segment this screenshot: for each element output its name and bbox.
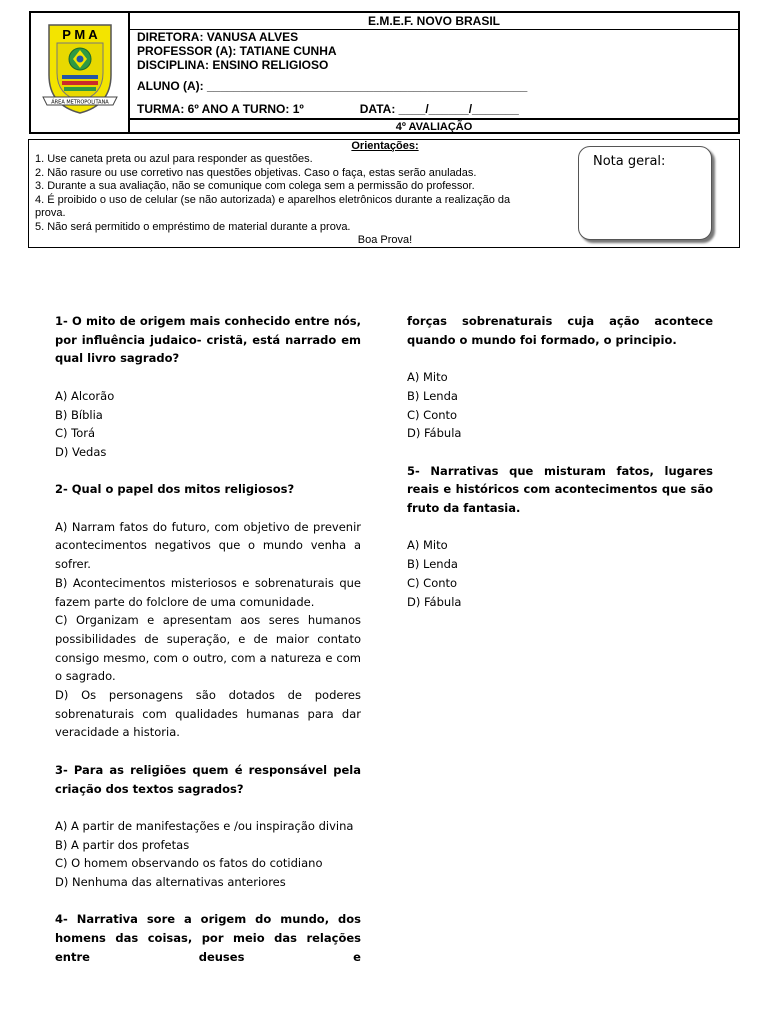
diretora-line: DIRETORA: VANUSA ALVES xyxy=(137,30,299,44)
q4-option-b[interactable]: B) Lenda xyxy=(407,388,458,403)
logo-banner-text: ÁREA METROPOLITANA xyxy=(51,99,109,106)
q5-option-c[interactable]: C) Conto xyxy=(407,575,458,590)
data-field[interactable]: DATA: ____/______/_______ xyxy=(359,102,519,116)
q2-option-b[interactable]: B) Acontecimentos misteriosos e sobrenaturais que fazem parte do folclore de uma comunidade. xyxy=(55,575,361,609)
question-4-text-part1: 4- Narrativa sore a origem do mundo, dos homens das coisas, por meio das relações entre deuses e xyxy=(55,912,361,964)
orientation-item: 4. É proibido o uso de celular (se não autorizada) e aparelhos eletrônicos durante a realização da prova. xyxy=(35,193,511,219)
questions-left-column xyxy=(55,312,361,985)
q1-option-c[interactable]: C) Torá xyxy=(55,426,96,441)
question-2-text: 2- Qual o papel dos mitos religiosos? xyxy=(55,482,295,497)
q4-option-d[interactable]: D) Fábula xyxy=(407,426,462,441)
orientation-item: 1. Use caneta preta ou azul para responder as questões. xyxy=(35,153,313,165)
header-info xyxy=(137,30,734,116)
orientations-title: Orientações: xyxy=(351,140,419,152)
exam-header xyxy=(29,11,740,134)
questions-right-column xyxy=(407,312,713,611)
logo-cell xyxy=(31,13,130,134)
q1-option-a[interactable]: A) Alcorão xyxy=(55,388,115,403)
question-5-text: 5- Narrativas que misturam fatos, lugares reais e históricos com acontecimentos que são fruto da fantasia. xyxy=(407,463,713,515)
turma-data-line xyxy=(137,102,734,116)
q3-option-c[interactable]: C) O homem observando os fatos do cotidiano xyxy=(55,856,323,871)
q1-option-b[interactable]: B) Bíblia xyxy=(55,407,103,422)
orientation-item: 3. Durante a sua avaliação, não se comunique com colega sem a permissão do professor. xyxy=(35,180,475,192)
q2-option-d[interactable]: D) Os personagens são dotados de poderes sobrenaturais com qualidades humanas para dar veracidade a historia. xyxy=(55,688,361,740)
turma-text: TURMA: 6º ANO A TURNO: 1º xyxy=(137,102,304,116)
q3-option-d[interactable]: D) Nenhuma das alternativas anteriores xyxy=(55,875,286,890)
q4-option-c[interactable]: C) Conto xyxy=(407,407,458,422)
q2-option-c[interactable]: C) Organizam e apresentam aos seres humanos possibilidades de superação, e de maior contato consigo mesmo, com o outro, com a natureza e com o sagrado. xyxy=(55,613,361,684)
orientation-item: 2. Não rasure ou use corretivo nas questões objetivas. Caso o faça, estas serão anuladas. xyxy=(35,166,477,179)
q4-option-a[interactable]: A) Mito xyxy=(407,370,448,385)
question-4-text-part2: forças sobrenaturais cuja ação acontece quando o mundo foi formado, o principio. xyxy=(407,314,713,347)
q3-option-a[interactable]: A) A partir de manifestações e /ou inspiração divina xyxy=(55,818,354,833)
disciplina-line: DISCIPLINA: ENSINO RELIGIOSO xyxy=(137,58,329,72)
q5-option-b[interactable]: B) Lenda xyxy=(407,557,458,572)
professor-line: PROFESSOR (A): TATIANE CUNHA xyxy=(137,44,337,58)
q2-option-a[interactable]: A) Narram fatos do futuro, com objetivo de prevenir acontecimentos negativos que o mundo venha a sofrer. xyxy=(55,519,361,572)
orientations-box xyxy=(28,139,740,248)
logo-letters: P M A xyxy=(62,27,98,42)
q5-option-a[interactable]: A) Mito xyxy=(407,538,448,553)
orientation-item: 5. Não será permitido o empréstimo de material durante a prova. xyxy=(35,220,351,233)
nota-geral-box[interactable] xyxy=(578,146,712,240)
aluno-field[interactable]: ALUNO (A): ________________________________________________ xyxy=(137,79,528,93)
boa-prova: Boa Prova! xyxy=(357,234,413,246)
question-3-text: 3- Para as religiões quem é responsável pela criação dos textos sagrados? xyxy=(55,762,361,796)
school-name: E.M.E.F. NOVO BRASIL xyxy=(130,13,738,30)
avaliacao-title: 4º AVALIAÇÃO xyxy=(130,118,738,134)
question-1-text: 1- O mito de origem mais conhecido entre nós, por influência judaico- cristã, está narrado em qual livro sagrado? xyxy=(55,314,361,366)
nota-geral-label: Nota geral: xyxy=(593,154,666,169)
q3-option-b[interactable]: B) A partir dos profetas xyxy=(55,837,190,852)
q5-option-d[interactable]: D) Fábula xyxy=(407,594,462,609)
orientations-list xyxy=(35,153,535,234)
school-logo xyxy=(31,13,130,134)
q1-option-d[interactable]: D) Vedas xyxy=(55,444,107,459)
